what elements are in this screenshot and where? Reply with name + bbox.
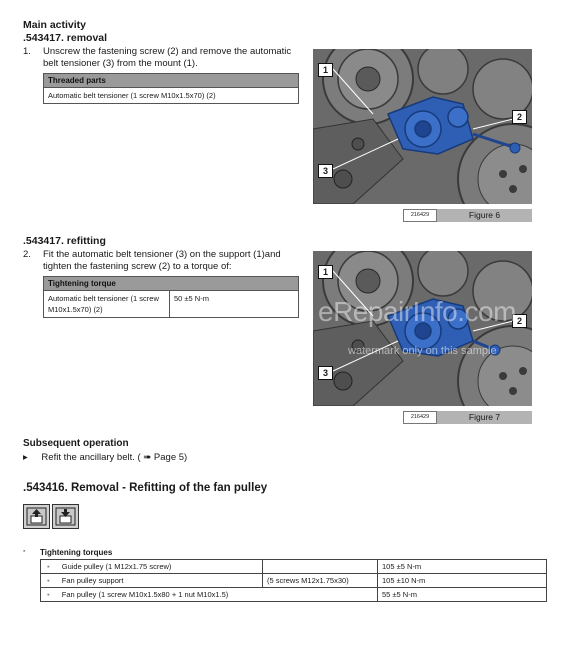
table-cell-value: 50 ±5 N-m	[170, 291, 299, 318]
watermark-note: watermark only on this sample	[348, 345, 497, 357]
callout-3: 3	[318, 164, 333, 178]
figure-6-image	[313, 49, 532, 204]
value-cell: 105 ±10 N-m	[378, 574, 547, 588]
detail-cell: (5 screws M12x1.75x30)	[263, 574, 378, 588]
step-text: Unscrew the fastening screw (2) and remove the automatic belt tensioner (3) from the mount (1).	[43, 46, 292, 69]
row-bullet: ▪	[47, 590, 50, 599]
part-cell: Fan pulley (1 screw M10x1.5x80 + 1 nut M10x1.5)	[61, 590, 229, 599]
main-activity-heading: Main activity	[23, 19, 87, 31]
removal-step	[23, 46, 303, 70]
table-header: Tightening torque	[44, 277, 299, 291]
figure-code: 216429	[403, 411, 437, 424]
figure-7-image	[313, 251, 532, 406]
refitting-step	[23, 249, 303, 273]
subsequent-step	[23, 452, 187, 463]
table-cell: Automatic belt tensioner (1 screw M10x1.5x70) (2)	[44, 291, 170, 318]
figure-7-caption	[403, 411, 532, 424]
tightening-torque-table	[43, 276, 299, 318]
table-row	[41, 560, 547, 574]
table-row	[41, 574, 547, 588]
step-text: Fit the automatic belt tensioner (3) on the support (1)and tighten the fastening screw (2) to a torque of:	[43, 249, 281, 272]
watermark-site: eRepairInfo.com	[318, 296, 516, 327]
callout-1: 1	[318, 63, 333, 77]
removal-heading: .543417. removal	[23, 32, 108, 44]
step-number: 1.	[23, 46, 31, 57]
table-row	[41, 588, 547, 602]
value-cell: 105 ±5 N-m	[378, 560, 547, 574]
subsequent-text[interactable]: Refit the ancillary belt. ( ➠ Page 5)	[41, 452, 188, 463]
detail-cell	[263, 560, 378, 574]
callout-3: 3	[318, 366, 333, 380]
removal-tool-icon	[23, 504, 50, 529]
engine-illustration	[313, 49, 532, 204]
fan-pulley-heading: .543416. Removal - Refitting of the fan pulley	[23, 482, 268, 494]
callout-2: 2	[512, 110, 527, 124]
table-cell: Automatic belt tensioner (1 screw M10x1.5x70) (2)	[44, 88, 299, 104]
part-cell: Guide pulley (1 M12x1.75 screw)	[61, 562, 172, 571]
bullet-icon: ▸	[23, 452, 28, 463]
engine-illustration	[313, 251, 532, 406]
subsequent-heading: Subsequent operation	[23, 438, 129, 449]
table-header: Threaded parts	[44, 74, 299, 88]
step-number: 2.	[23, 249, 31, 260]
figure-code: 216429	[403, 209, 437, 222]
tightening-torques-table	[40, 559, 547, 602]
row-bullet: ▪	[47, 576, 50, 585]
callout-2: 2	[512, 314, 527, 328]
section-bullet: ▪	[23, 548, 26, 555]
figure-label: Figure 7	[437, 411, 532, 424]
threaded-parts-table	[43, 73, 299, 104]
row-bullet: ▪	[47, 562, 50, 571]
figure-6-caption	[403, 209, 532, 222]
value-cell: 55 ±5 N-m	[378, 588, 547, 602]
tightening-torques-title: Tightening torques	[40, 548, 113, 557]
refit-tool-icon	[52, 504, 79, 529]
refitting-heading: .543417. refitting	[23, 235, 106, 247]
callout-1: 1	[318, 265, 333, 279]
part-cell: Fan pulley support	[61, 576, 124, 585]
figure-label: Figure 6	[437, 209, 532, 222]
